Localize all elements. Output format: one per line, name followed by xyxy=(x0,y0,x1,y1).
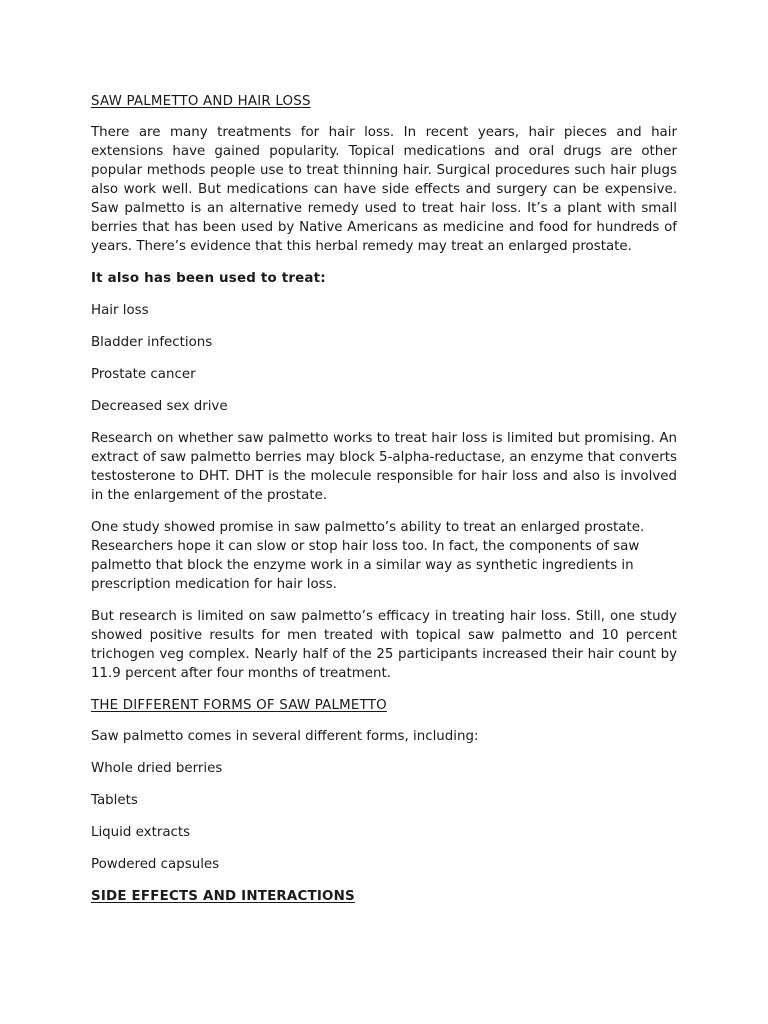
list-item: Whole dried berries xyxy=(91,761,223,776)
list-item: Prostate cancer xyxy=(91,367,196,382)
list-item: Tablets xyxy=(91,793,138,808)
forms-heading: THE DIFFERENT FORMS OF SAW PALMETTO xyxy=(91,698,387,713)
list-item: Decreased sex drive xyxy=(91,399,228,414)
forms-list xyxy=(91,759,677,874)
uses-heading: It also has been used to treat: xyxy=(91,271,326,286)
list-item: Powdered capsules xyxy=(91,857,220,872)
document-title: SAW PALMETTO AND HAIR LOSS xyxy=(91,94,311,109)
document-page xyxy=(91,92,677,918)
research-paragraph-1: Research on whether saw palmetto works to treat hair loss is limited but promising. An extract of saw palmetto berries may block 5-alpha-reductase, an enzyme that converts testosterone to DHT. DHT is the molecule responsible for hair loss and also is involved in the enlargement of the prostate. xyxy=(91,431,677,503)
side-effects-heading: SIDE EFFECTS AND INTERACTIONS xyxy=(91,889,355,904)
list-item: Bladder infections xyxy=(91,335,213,350)
uses-list xyxy=(91,301,677,416)
research-paragraph-2: One study showed promise in saw palmetto’s ability to treat an enlarged prostate. Researchers hope it can slow or stop hair loss too. In fact, the components of saw palmetto that block the enzyme work in a similar way as synthetic ingredients in prescription medication for hair loss. xyxy=(91,520,645,592)
list-item: Liquid extracts xyxy=(91,825,191,840)
research-paragraph-3: But research is limited on saw palmetto’s efficacy in treating hair loss. Still, one study showed positive results for men treated with topical saw palmetto and 10 percent trichogen veg complex. Nearly half of the 25 participants increased their hair count by 11.9 percent after four months of treatment. xyxy=(91,609,677,681)
forms-intro: Saw palmetto comes in several different forms, including: xyxy=(91,729,479,744)
intro-paragraph: There are many treatments for hair loss. In recent years, hair pieces and hair extensions have gained popularity. Topical medications and oral drugs are other popular methods people use to treat thinning hair. Surgical procedures such hair plugs also work well. But medications can have side effects and surgery can be expensive. Saw palmetto is an alternative remedy used to treat hair loss. It’s a plant with small berries that has been used by Native Americans as medicine and food for hundreds of years. There’s evidence that this herbal remedy may treat an enlarged prostate. xyxy=(91,125,677,254)
list-item: Hair loss xyxy=(91,303,149,318)
